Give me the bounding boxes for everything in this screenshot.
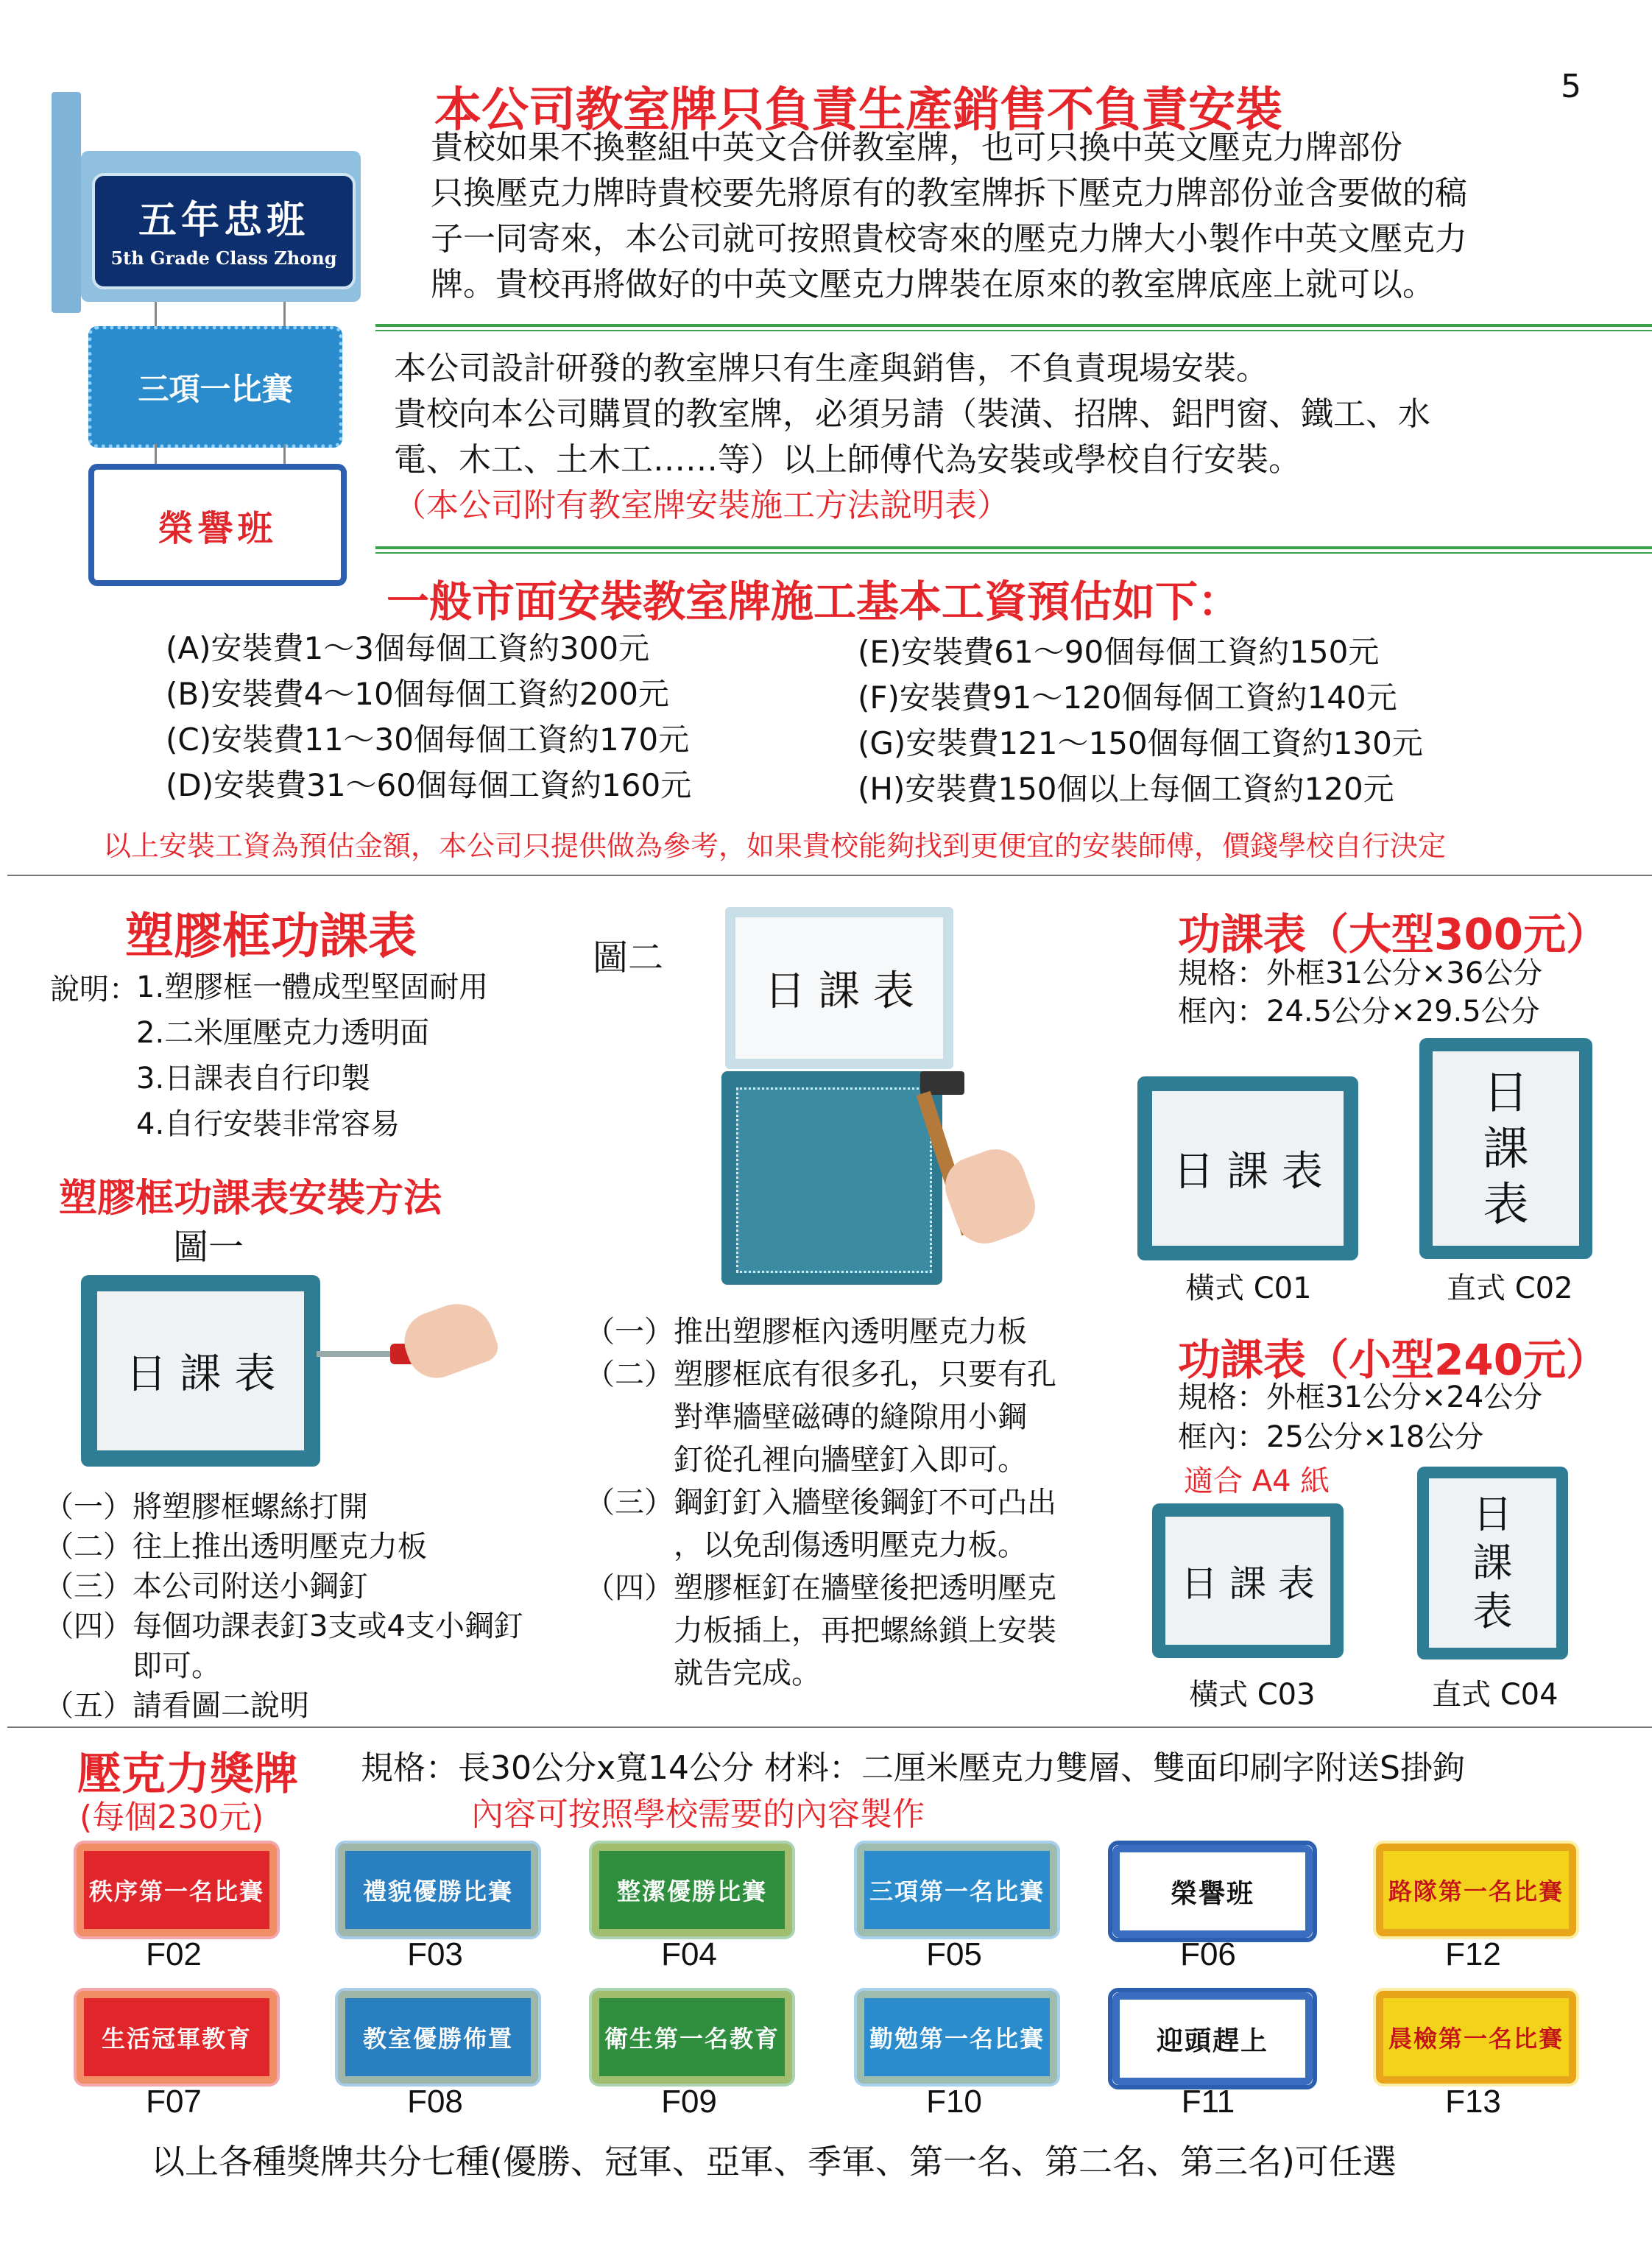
award-code: F07 bbox=[146, 2084, 202, 2120]
page-number: 5 bbox=[1561, 68, 1581, 105]
top-paragraph bbox=[431, 125, 1467, 308]
small-h-label: 橫式 C03 bbox=[1189, 1678, 1316, 1712]
fig2-acrylic-inner bbox=[735, 917, 943, 1059]
step-item: 就告完成。 bbox=[585, 1657, 821, 1690]
award-plaque-text: 生活冠軍教育 bbox=[101, 2025, 252, 2053]
award-code: F02 bbox=[146, 1936, 202, 1972]
fees-right bbox=[858, 629, 1423, 812]
fig1-label: 圖一 bbox=[173, 1227, 244, 1268]
desc-item: 4.自行安裝非常容易 bbox=[136, 1107, 400, 1141]
awards-footer: 以上各種獎牌共分七種(優勝、冠軍、亞軍、季軍、第一名、第二名、第三名)可任選 bbox=[151, 2142, 1397, 2181]
para-line: 子一同寄來，本公司就可按照貴校寄來的壓克力牌大小製作中英文壓克力 bbox=[431, 220, 1467, 258]
large-v-label: 直式 C02 bbox=[1447, 1271, 1573, 1305]
step-item: 釘從孔裡向牆壁釘入即可。 bbox=[585, 1443, 1027, 1477]
award-plaque-text: 禮貌優勝比賽 bbox=[362, 1877, 513, 1905]
divider-green bbox=[375, 552, 1652, 554]
award-plaque-text: 衛生第一名教育 bbox=[604, 2025, 780, 2053]
fig1-panel bbox=[97, 1291, 304, 1450]
award-plaque-f09 bbox=[589, 1988, 795, 2087]
award-plaque-f02 bbox=[74, 1841, 280, 1939]
fee-item: (G)安裝費121～150個每個工資約130元 bbox=[858, 725, 1423, 761]
fee-item: (E)安裝費61～90個每個工資約150元 bbox=[858, 634, 1380, 670]
award-plaque-text: 教室優勝佈置 bbox=[362, 2025, 513, 2053]
fig2-base-holes bbox=[736, 1087, 932, 1273]
classroom-sign-image bbox=[44, 92, 368, 571]
fees-left bbox=[166, 626, 691, 808]
steps2-list bbox=[585, 1311, 1056, 1695]
award-plaque-f03 bbox=[335, 1841, 541, 1939]
install-title: 塑膠框功課表安裝方法 bbox=[59, 1177, 442, 1221]
sign-plaque-1 bbox=[88, 326, 342, 448]
sign-plaque-2 bbox=[88, 464, 347, 586]
plastic-title: 塑膠框功課表 bbox=[125, 908, 417, 964]
step-item: （二）往上推出透明壓克力板 bbox=[44, 1530, 427, 1564]
step-item: 即可。 bbox=[44, 1649, 221, 1683]
small-spec2: 框內：25公分×18公分 bbox=[1178, 1420, 1484, 1454]
awards-custom: 內容可按照學校需要的內容製作 bbox=[471, 1796, 925, 1833]
small-horizontal-frame bbox=[1152, 1503, 1344, 1658]
small-v-label: 直式 C04 bbox=[1432, 1678, 1559, 1712]
divider-green bbox=[375, 546, 1652, 549]
fee-item: (D)安裝費31～60個每個工資約160元 bbox=[166, 767, 692, 803]
small-h-panel bbox=[1165, 1517, 1330, 1645]
vertical-char: 日 bbox=[1483, 1065, 1529, 1119]
step-item: ，以免刮傷透明壓克力板。 bbox=[585, 1528, 1027, 1562]
award-plaque-text: 路隊第一名比賽 bbox=[1388, 1877, 1564, 1905]
awards-price: (每個230元) bbox=[80, 1799, 264, 1836]
award-code: F06 bbox=[1180, 1936, 1236, 1972]
fees-note: 以上安裝工資為預估金額，本公司只提供做為參考，如果貴校能夠找到更便宜的安裝師傅，價錢學校自行決定 bbox=[103, 830, 1447, 862]
award-code: F13 bbox=[1445, 2084, 1501, 2120]
large-h-panel-text: 日 課 表 bbox=[1173, 1148, 1323, 1196]
fig2-panel-text: 日 課 表 bbox=[764, 967, 914, 1015]
sign-main-en: 5th Grade Class Zhong bbox=[110, 247, 337, 269]
large-spec1: 規格：外框31公分×36公分 bbox=[1178, 956, 1543, 990]
desc-label: 說明： bbox=[50, 973, 138, 1006]
plaque-1-text: 三項一比賽 bbox=[138, 370, 293, 407]
divider-green bbox=[375, 330, 1652, 331]
award-code: F10 bbox=[926, 2084, 982, 2120]
notice-line: 電、木工、土木工……等）以上師傅代為安裝或學校自行安裝。 bbox=[394, 441, 1301, 479]
step-item: （一）將塑膠框螺絲打開 bbox=[44, 1490, 368, 1524]
top-heading: 本公司教室牌只負責生產銷售不負責安裝 bbox=[434, 83, 1282, 138]
step-item: （五）請看圖二說明 bbox=[44, 1689, 309, 1723]
awards-title: 壓克力獎牌 bbox=[77, 1749, 298, 1800]
fee-item: (F)安裝費91～120個每個工資約140元 bbox=[858, 680, 1397, 716]
notice-line: 貴校向本公司購買的教室牌，必須另請（裝潢、招牌、鋁門窗、鐵工、水 bbox=[394, 395, 1430, 433]
award-plaque-text: 三項第一名比賽 bbox=[869, 1877, 1045, 1905]
plaque-2-text: 榮譽班 bbox=[158, 507, 278, 549]
steps1-list bbox=[44, 1487, 523, 1726]
desc-item: 1.塑膠框一體成型堅固耐用 bbox=[136, 970, 489, 1004]
vertical-char: 表 bbox=[1472, 1588, 1513, 1634]
step-item: （四）塑膠框釘在牆壁後把透明壓克 bbox=[585, 1571, 1056, 1605]
section-divider bbox=[7, 875, 1652, 876]
step-item: （四）每個功課表釘3支或4支小鋼釘 bbox=[44, 1609, 523, 1643]
large-horizontal-frame bbox=[1137, 1076, 1358, 1260]
fee-item: (A)安裝費1～3個每個工資約300元 bbox=[166, 630, 650, 666]
desc-item: 3.日課表自行印製 bbox=[136, 1062, 371, 1096]
section-divider bbox=[7, 1726, 1652, 1728]
notice-line: 本公司設計研發的教室牌只有生產與銷售，不負責現場安裝。 bbox=[394, 350, 1268, 387]
award-plaque-f10 bbox=[854, 1988, 1060, 2087]
award-plaque-text: 榮譽班 bbox=[1170, 1877, 1254, 1909]
sign-bracket bbox=[52, 92, 81, 313]
large-spec2: 框內：24.5公分×29.5公分 bbox=[1178, 995, 1540, 1029]
fig2-label: 圖二 bbox=[593, 937, 664, 978]
award-code: F03 bbox=[407, 1936, 463, 1972]
award-code: F09 bbox=[661, 2084, 717, 2120]
small-title: 功課表（小型240元） bbox=[1178, 1335, 1609, 1385]
award-plaque-f08 bbox=[335, 1988, 541, 2087]
vertical-char: 表 bbox=[1483, 1177, 1529, 1231]
award-code: F08 bbox=[407, 2084, 463, 2120]
large-h-label: 橫式 C01 bbox=[1185, 1271, 1312, 1305]
para-line: 牌。貴校再將做好的中英文壓克力牌裝在原來的教室牌底座上就可以。 bbox=[431, 266, 1435, 303]
fees-heading: 一般市面安裝教室牌施工基本工資預估如下： bbox=[386, 576, 1241, 627]
vertical-char: 日 bbox=[1472, 1491, 1513, 1537]
vertical-char: 課 bbox=[1483, 1121, 1529, 1175]
fig1-frame bbox=[81, 1275, 320, 1467]
award-code: F04 bbox=[661, 1936, 717, 1972]
small-vertical-frame bbox=[1417, 1467, 1568, 1659]
award-plaque-f06 bbox=[1108, 1841, 1317, 1942]
para-line: 貴校如果不換整組中英文合併教室牌，也可只換中英文壓克力牌部份 bbox=[431, 129, 1402, 166]
divider-green bbox=[375, 324, 1652, 327]
vertical-char: 課 bbox=[1472, 1539, 1513, 1586]
large-h-panel bbox=[1152, 1091, 1344, 1246]
award-code: F12 bbox=[1445, 1936, 1501, 1972]
desc-list bbox=[136, 964, 488, 1147]
award-plaque-f05 bbox=[854, 1841, 1060, 1939]
hammer-hand-image bbox=[906, 1064, 1053, 1277]
fee-item: (B)安裝費4～10個每個工資約200元 bbox=[166, 676, 669, 712]
large-v-panel bbox=[1433, 1051, 1579, 1246]
notice-red-line: （本公司附有教室牌安裝施工方法說明表） bbox=[394, 487, 1009, 524]
a4-note: 適合 A4 紙 bbox=[1184, 1464, 1330, 1498]
fee-item: (H)安裝費150個以上每個工資約120元 bbox=[858, 771, 1394, 807]
sign-main-cn: 五年忠班 bbox=[138, 198, 309, 243]
step-item: （三）本公司附送小鋼釘 bbox=[44, 1570, 368, 1604]
notice-block bbox=[394, 346, 1430, 529]
award-plaque-f07 bbox=[74, 1988, 280, 2087]
awards-spec: 規格：長30公分x寬14公分 材料：二厘米壓克力雙層、雙面印刷字附送S掛鉤 bbox=[361, 1749, 1465, 1787]
small-v-panel bbox=[1429, 1478, 1556, 1648]
award-plaque-text: 秩序第一名比賽 bbox=[88, 1877, 264, 1905]
hand bbox=[937, 1141, 1043, 1252]
step-item: （二）塑膠框底有很多孔，只要有孔 bbox=[585, 1358, 1056, 1391]
hand bbox=[396, 1294, 502, 1386]
fee-item: (C)安裝費11～30個每個工資約170元 bbox=[166, 722, 690, 758]
step-item: （一）推出塑膠框內透明壓克力板 bbox=[585, 1315, 1027, 1349]
award-plaque-f11 bbox=[1108, 1988, 1317, 2089]
fig2-acrylic bbox=[725, 907, 953, 1069]
award-plaque-f04 bbox=[589, 1841, 795, 1939]
small-h-panel-text: 日 課 表 bbox=[1181, 1562, 1315, 1605]
fig1-panel-text: 日 課 表 bbox=[125, 1350, 276, 1398]
para-line: 只換壓克力牌時貴校要先將原有的教室牌拆下壓克力牌部份並含要做的稿 bbox=[431, 174, 1467, 212]
award-plaque-f13 bbox=[1373, 1988, 1579, 2087]
award-code: F11 bbox=[1181, 2084, 1235, 2120]
sign-main-plate bbox=[92, 173, 356, 289]
step-item: 對準牆壁磁磚的縫隙用小鋼 bbox=[585, 1400, 1027, 1434]
large-title: 功課表（大型300元） bbox=[1178, 909, 1609, 959]
screwdriver-shaft bbox=[317, 1351, 398, 1357]
award-plaque-text: 迎頭趕上 bbox=[1156, 2025, 1268, 2056]
step-item: （三）鋼釘釘入牆壁後鋼釘不可凸出 bbox=[585, 1486, 1056, 1520]
small-spec1: 規格：外框31公分×24公分 bbox=[1178, 1380, 1543, 1414]
desc-item: 2.二米厘壓克力透明面 bbox=[136, 1016, 430, 1050]
step-item: 力板插上，再把螺絲鎖上安裝 bbox=[585, 1614, 1056, 1648]
large-vertical-frame bbox=[1419, 1038, 1592, 1259]
award-plaque-text: 勤勉第一名比賽 bbox=[869, 2025, 1045, 2053]
award-plaque-f12 bbox=[1373, 1841, 1579, 1939]
award-plaque-text: 整潔優勝比賽 bbox=[616, 1877, 767, 1905]
award-plaque-text: 晨檢第一名比賽 bbox=[1388, 2025, 1564, 2053]
screwdriver-hand-image bbox=[317, 1285, 501, 1395]
award-code: F05 bbox=[926, 1936, 982, 1972]
